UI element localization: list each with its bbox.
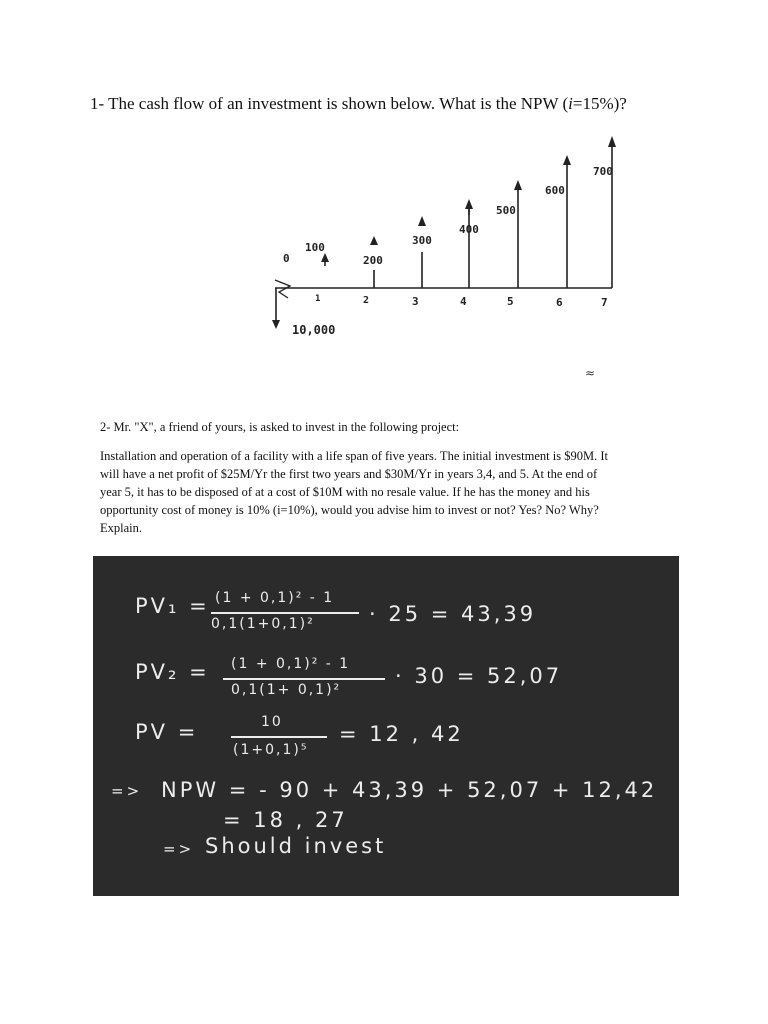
conclusion-arrow: => (163, 840, 195, 858)
question-2-line: year 5, it has to be disposed of at a cost of $10M with no resale value. If he has the money and his (100, 485, 590, 499)
pv3-label: PV = (135, 720, 199, 744)
solution-board (93, 556, 679, 896)
initial-outflow-label: 10,000 (292, 323, 336, 337)
question-2-line: Explain. (100, 521, 143, 535)
npw-arrow: => (111, 782, 143, 800)
pv1-label: PV₁ = (135, 594, 210, 618)
pv1-fraction-bar (211, 612, 359, 614)
inflow-label-1: 100 (305, 241, 325, 254)
question-2-line: Installation and operation of a facility with a life span of five years. The initial investment is $90M. It (100, 449, 608, 463)
pv3-denominator: (1+0,1)⁵ (233, 742, 309, 758)
inflow-arrow-head-4 (465, 199, 473, 209)
question-2-line: will have a net profit of $25M/Yr the first two years and $30M/Yr in years 3,4, and 5. At the end of (100, 467, 598, 481)
year-label-6: 6 (556, 296, 563, 309)
pv2-numerator: (1 + 0,1)² - 1 (231, 656, 351, 672)
year-label-7: 7 (601, 296, 608, 309)
pv1-denominator: 0,1(1+0,1)² (211, 616, 315, 632)
inflow-arrow-head-5 (514, 180, 522, 190)
npw-equation: NPW = - 90 + 43,39 + 52,07 + 12,42 (161, 778, 658, 802)
inflow-label-3: 300 (412, 234, 432, 247)
question-1-rate: =15%)? (572, 94, 627, 113)
year-label-3: 3 (412, 295, 419, 308)
pv2-fraction-bar (223, 678, 385, 680)
year-label-1: 1 (315, 294, 321, 304)
pv3-fraction-bar (231, 736, 327, 738)
inflow-label-5: 500 (496, 204, 516, 217)
pv2-result: · 30 = 52,07 (395, 664, 563, 688)
approx-mark: ≈ (585, 366, 596, 380)
inflow-label-6: 600 (545, 184, 565, 197)
axis-break (275, 280, 290, 298)
question-2-line: opportunity cost of money is 10% (i=10%), would you advise him to invest or not? Yes? No? Why? (100, 503, 599, 517)
year-label-4: 4 (460, 295, 467, 308)
pv2-denominator: 0,1(1+ 0,1)² (231, 682, 342, 698)
pv1-numerator: (1 + 0,1)² - 1 (215, 590, 335, 606)
pv3-numerator: 10 (261, 714, 283, 730)
cash-flow-diagram (0, 0, 768, 400)
question-1-interest-variable: i (568, 94, 573, 113)
question-1-lead: 1- The cash flow of an investment is shown below. What is the NPW ( (90, 94, 569, 113)
inflow-arrow-head-2 (370, 236, 378, 245)
year-zero-label: 0 (283, 252, 290, 265)
inflow-label-2: 200 (363, 254, 383, 267)
question-2-heading: 2- Mr. "X", a friend of yours, is asked to invest in the following project: (100, 420, 460, 434)
pv1-result: · 25 = 43,39 (369, 602, 537, 626)
year-label-5: 5 (507, 295, 514, 308)
year-label-2: 2 (363, 295, 370, 306)
inflow-arrow-head-3 (418, 216, 426, 226)
inflow-label-4: 400 (459, 223, 479, 236)
conclusion-text: Should invest (205, 834, 387, 858)
inflow-label-7: 700 (593, 165, 613, 178)
inflow-arrow-head-6 (563, 155, 571, 165)
pv2-label: PV₂ = (135, 660, 210, 684)
question-2-body (100, 447, 660, 537)
npw-result: = 18 , 27 (223, 808, 348, 832)
inflow-arrow-head-7 (608, 136, 616, 147)
outflow-arrow-head (272, 320, 280, 329)
inflow-arrow-head-1 (321, 253, 329, 262)
pv3-result: = 12 , 42 (339, 722, 464, 746)
